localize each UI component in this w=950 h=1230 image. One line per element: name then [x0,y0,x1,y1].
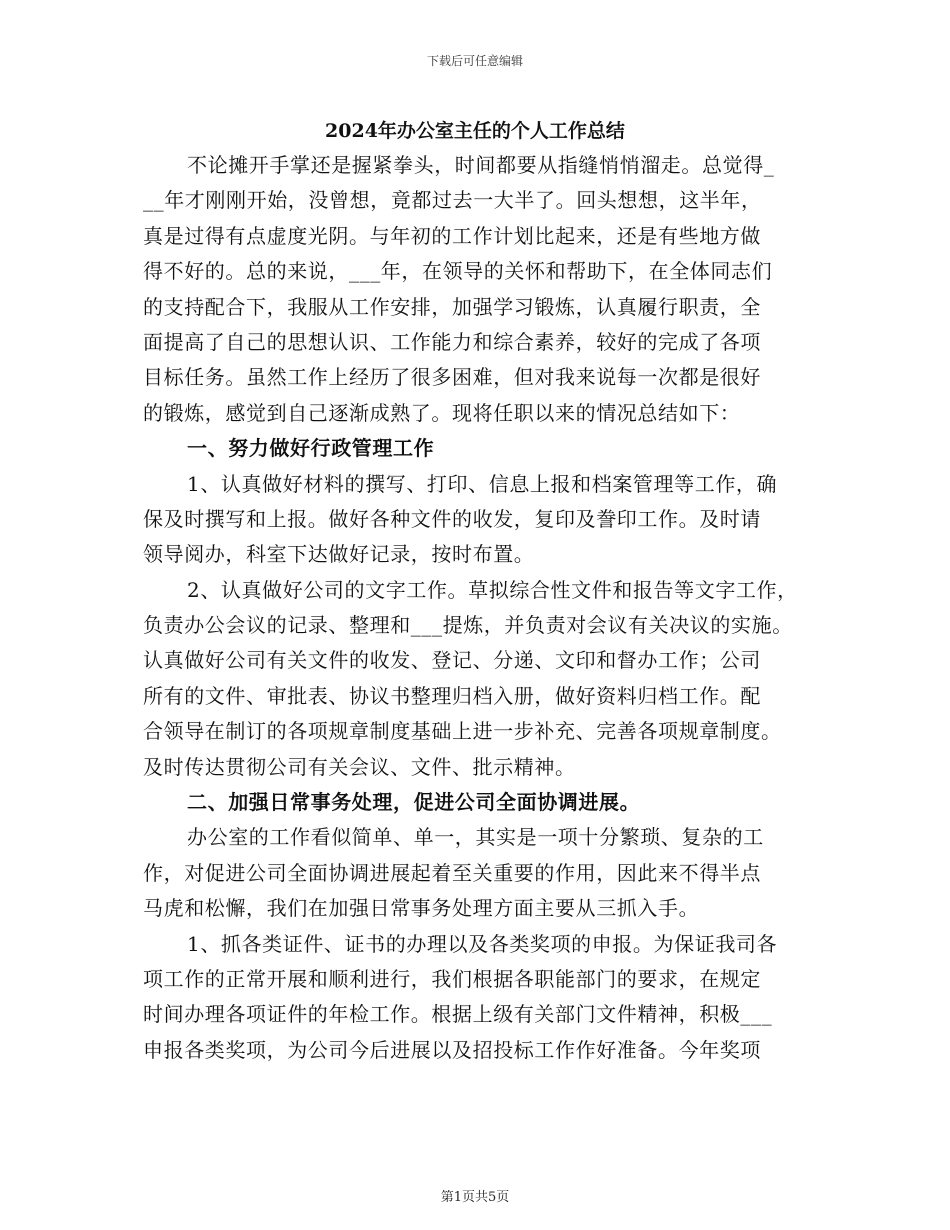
body-text-line: 所有的文件、审批表、协议书整理归档入册，做好资料归档工作。配 [143,683,761,708]
body-text-line: 申报各类奖项，为公司今后进展以及招投标工作作好准备。今年奖项 [143,1037,761,1062]
body-text-line: 保及时撰写和上报。做好各种文件的收发，复印及誊印工作。及时请 [143,506,761,531]
body-text-line: 负责办公会议的记录、整理和___提炼，并负责对会议有关决议的实施。 [143,613,793,638]
body-text-line: 领导阅办，科室下达做好记录，按时布置。 [143,542,535,567]
body-text-line: 办公室的工作看似简单、单一，其实是一项十分繁琐、复杂的工 [187,825,764,850]
body-text-line: 认真做好公司有关文件的收发、登记、分递、文印和督办工作；公司 [143,648,761,673]
body-text-line: __年才刚刚开始，没曾想，竟都过去一大半了。回头想想，这半年， [143,188,762,213]
body-text-line: 真是过得有点虚度光阴。与年初的工作计划比起来，还是有些地方做 [143,223,761,248]
body-text-line: 不论摊开手掌还是握紧拳头，时间都要从指缝悄悄溜走。总觉得_ [187,153,775,177]
body-text-line: 合领导在制订的各项规章制度基础上进一步补充、完善各项规章制度。 [143,719,782,744]
document-title: 2024年办公室主任的个人工作总结 [325,120,625,142]
body-text-line: 及时传达贯彻公司有关会议、文件、批示精神。 [143,754,576,779]
body-text-line: 马虎和松懈，我们在加强日常事务处理方面主要从三抓入手。 [143,896,700,921]
body-text-line: 2、认真做好公司的文字工作。草拟综合性文件和报告等文字工作， [187,577,798,602]
body-text-line: 1、抓各类证件、证书的办理以及各类奖项的申报。为保证我司各 [187,931,778,956]
section-heading: 一、努力做好行政管理工作 [187,436,435,461]
body-text-line: 目标任务。虽然工作上经历了很多困难，但对我来说每一次都是很好 [143,365,761,390]
document-body [143,148,813,1068]
section-heading: 二、加强日常事务处理，促进公司全面协调进展。 [187,790,641,815]
body-text-line: 项工作的正常开展和顺利进行，我们根据各职能部门的要求，在规定 [143,966,761,991]
body-text-line: 面提高了自己的思想认识、工作能力和综合素养，较好的完成了各项 [143,329,761,354]
body-text-line: 时间办理各项证件的年检工作。根据上级有关部门文件精神，积极___ [143,1002,773,1027]
page-footer: 第1页共5页 [440,1190,510,1205]
body-text-line: 得不好的。总的来说，___年，在领导的关怀和帮助下，在全体同志们 [143,259,773,284]
page-header: 下载后可任意编辑 [426,54,523,68]
body-text-line: 的支持配合下，我服从工作安排，加强学习锻炼，认真履行职责，全 [143,294,761,319]
body-text-line: 的锻炼，感觉到自己逐渐成熟了。现将任职以来的情况总结如下： [143,400,741,425]
body-text-line: 作，对促进公司全面协调进展起着至关重要的作用，因此来不得半点 [143,860,761,885]
body-text-line: 1、认真做好材料的撰写、打印、信息上报和档案管理等工作，确 [187,471,778,496]
